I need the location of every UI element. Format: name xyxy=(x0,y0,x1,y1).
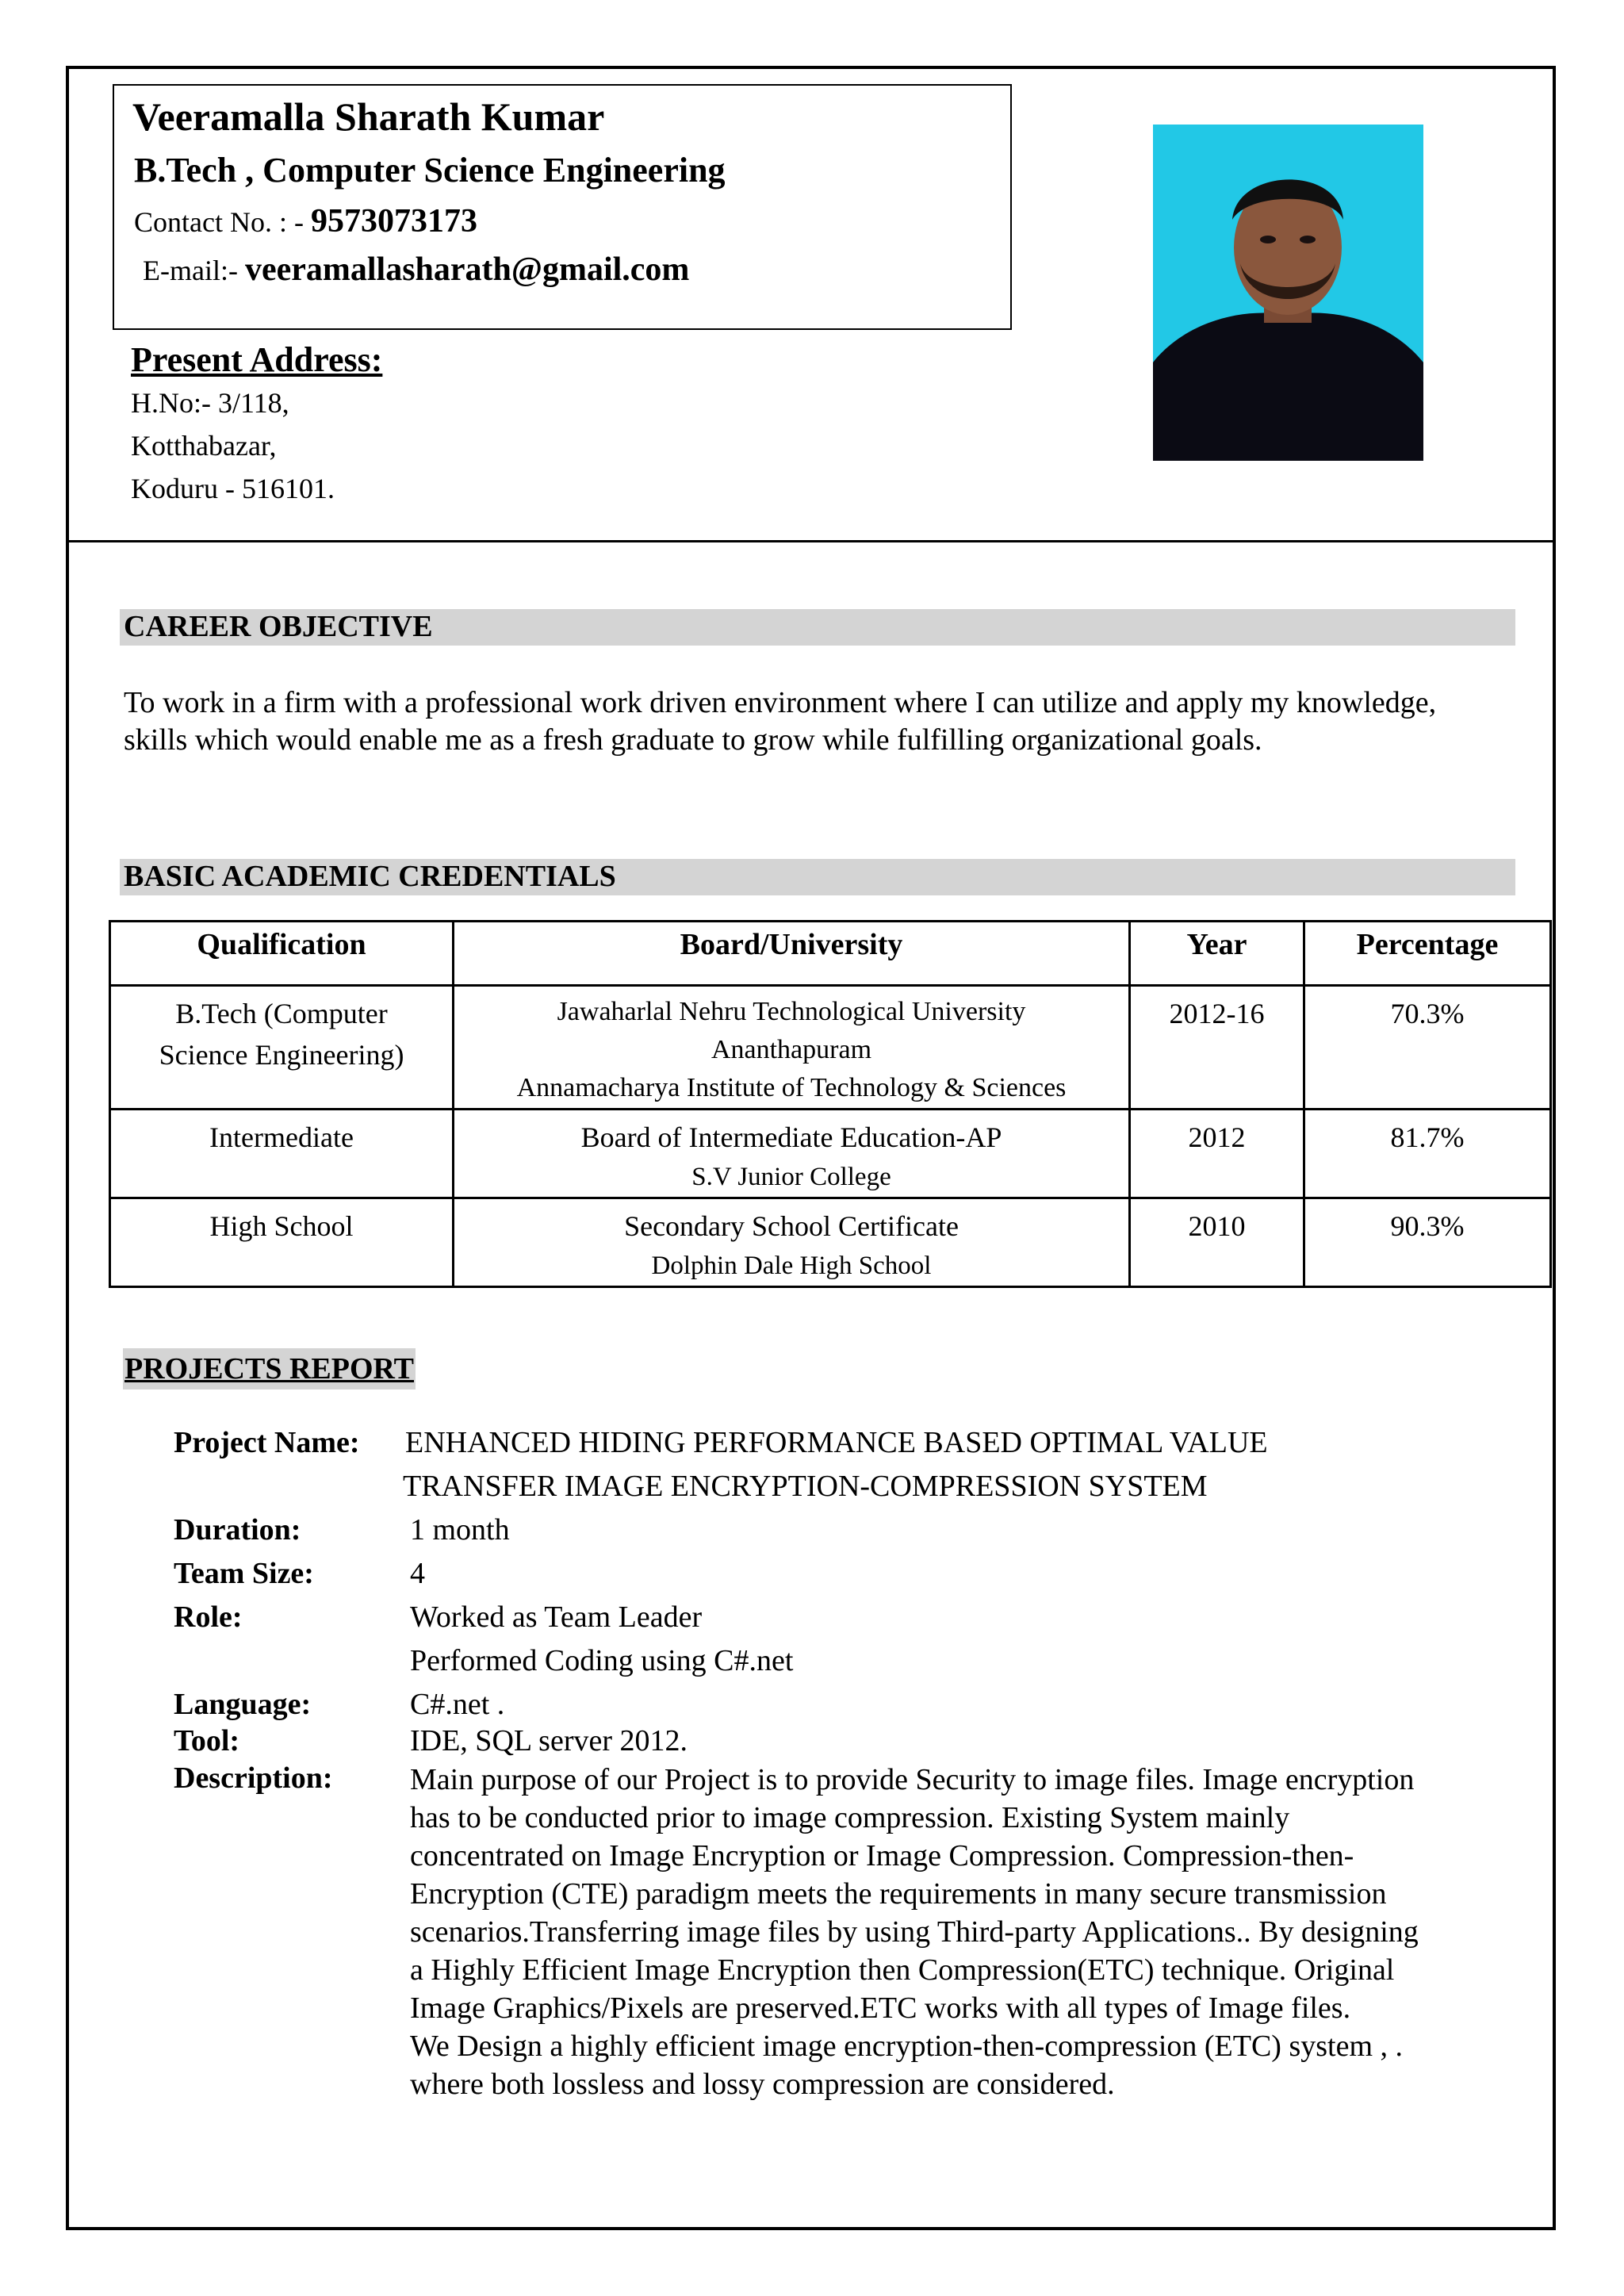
team-size-value: 4 xyxy=(410,1557,425,1590)
address-line: Kotthabazar, xyxy=(131,430,277,462)
contact-label: Contact No. : - xyxy=(134,206,311,238)
email xyxy=(143,251,689,289)
column-header: Percentage xyxy=(1304,922,1551,986)
board-cell xyxy=(454,986,1130,1110)
duration-value: 1 month xyxy=(410,1513,510,1547)
board-line: Dolphin Dale High School xyxy=(651,1251,932,1280)
description-line: has to be conducted prior to image compression. Existing System mainly xyxy=(410,1801,1290,1834)
board-cell xyxy=(454,1198,1130,1287)
board-line: Jawaharlal Nehru Technological University xyxy=(557,997,1026,1026)
projects-heading: PROJECTS REPORT xyxy=(123,1348,416,1389)
description-line: where both lossless and lossy compression are considered. xyxy=(410,2068,1115,2101)
duration-label: Duration: xyxy=(174,1513,301,1547)
tool-label: Tool: xyxy=(174,1724,240,1757)
language-value: C#.net . xyxy=(410,1688,505,1721)
qualification-cell: High School xyxy=(110,1198,454,1287)
project-name-line: ENHANCED HIDING PERFORMANCE BASED OPTIMAL VALUE xyxy=(405,1426,1268,1459)
table-row xyxy=(110,1198,1551,1287)
board-line: Secondary School Certificate xyxy=(624,1210,959,1242)
description-label: Description: xyxy=(174,1761,333,1795)
board-line: S.V Junior College xyxy=(691,1163,891,1191)
year-cell: 2012-16 xyxy=(1130,986,1304,1110)
board-line: Ananthapuram xyxy=(710,1035,872,1064)
board-line: Board of Intermediate Education-AP xyxy=(580,1121,1002,1153)
board-cell xyxy=(454,1110,1130,1198)
percentage-cell: 90.3% xyxy=(1304,1198,1551,1287)
role-label: Role: xyxy=(174,1600,243,1634)
degree: B.Tech , Computer Science Engineering xyxy=(134,151,726,190)
description-line: concentrated on Image Encryption or Image Compression. Compression-then- xyxy=(410,1839,1354,1872)
board-line: Annamacharya Institute of Technology & Sciences xyxy=(516,1073,1067,1102)
credentials-heading: BASIC ACADEMIC CREDENTIALS xyxy=(124,860,616,893)
email-label: E-mail:- xyxy=(143,255,245,286)
role-line: Worked as Team Leader xyxy=(410,1600,703,1634)
column-header: Qualification xyxy=(110,922,454,986)
language-label: Language: xyxy=(174,1688,312,1721)
percentage-cell: 70.3% xyxy=(1304,986,1551,1110)
description-line: We Design a highly efficient image encryption-then-compression (ETC) system , . xyxy=(410,2030,1404,2063)
role-line: Performed Coding using C#.net xyxy=(410,1644,794,1677)
qualification-cell: B.Tech (Computer Science Engineering) xyxy=(110,986,454,1110)
header-divider xyxy=(69,540,1553,542)
year-cell: 2012 xyxy=(1130,1110,1304,1198)
contact-number xyxy=(134,202,477,240)
project-name-line: TRANSFER IMAGE ENCRYPTION-COMPRESSION SYSTEM xyxy=(403,1470,1208,1503)
objective-heading: CAREER OBJECTIVE xyxy=(124,610,433,643)
description-line: scenarios.Transferring image files by using Third-party Applications.. By designing xyxy=(410,1915,1419,1949)
profile-photo xyxy=(1153,125,1423,461)
qualification-cell: Intermediate xyxy=(110,1110,454,1198)
project-description xyxy=(410,1761,1520,2103)
table-row xyxy=(110,986,1551,1110)
table-row xyxy=(110,1110,1551,1198)
contact-value: 9573073173 xyxy=(310,203,477,240)
credentials-table xyxy=(109,920,1552,1288)
column-header: Year xyxy=(1130,922,1304,986)
address-line: Koduru - 516101. xyxy=(131,473,335,504)
candidate-name: Veeramalla Sharath Kumar xyxy=(132,94,605,139)
year-cell: 2010 xyxy=(1130,1198,1304,1287)
project-name-label: Project Name: xyxy=(174,1426,360,1459)
description-line: Main purpose of our Project is to provide Security to image files. Image encryption xyxy=(410,1763,1415,1796)
address-line: H.No:- 3/118, xyxy=(131,387,289,419)
address-title: Present Address: xyxy=(131,340,383,379)
description-line: Image Graphics/Pixels are preserved.ETC works with all types of Image files. xyxy=(410,1991,1351,2025)
column-header: Board/University xyxy=(454,922,1130,986)
email-value: veeramallasharath@gmail.com xyxy=(244,251,690,288)
percentage-cell: 81.7% xyxy=(1304,1110,1551,1198)
team-size-label: Team Size: xyxy=(174,1557,314,1590)
tool-value: IDE, SQL server 2012. xyxy=(410,1724,688,1757)
objective-text: To work in a firm with a professional work driven environment where I can utilize and apply my knowledge, skills which would enable me as a fresh graduate to grow while fulfilling organizational goals. xyxy=(124,686,1437,757)
description-line: Encryption (CTE) paradigm meets the requirements in many secure transmission xyxy=(410,1877,1387,1911)
description-line: a Highly Efficient Image Encryption then Compression(ETC) technique. Original xyxy=(410,1953,1395,1987)
table-header-row xyxy=(110,922,1551,986)
